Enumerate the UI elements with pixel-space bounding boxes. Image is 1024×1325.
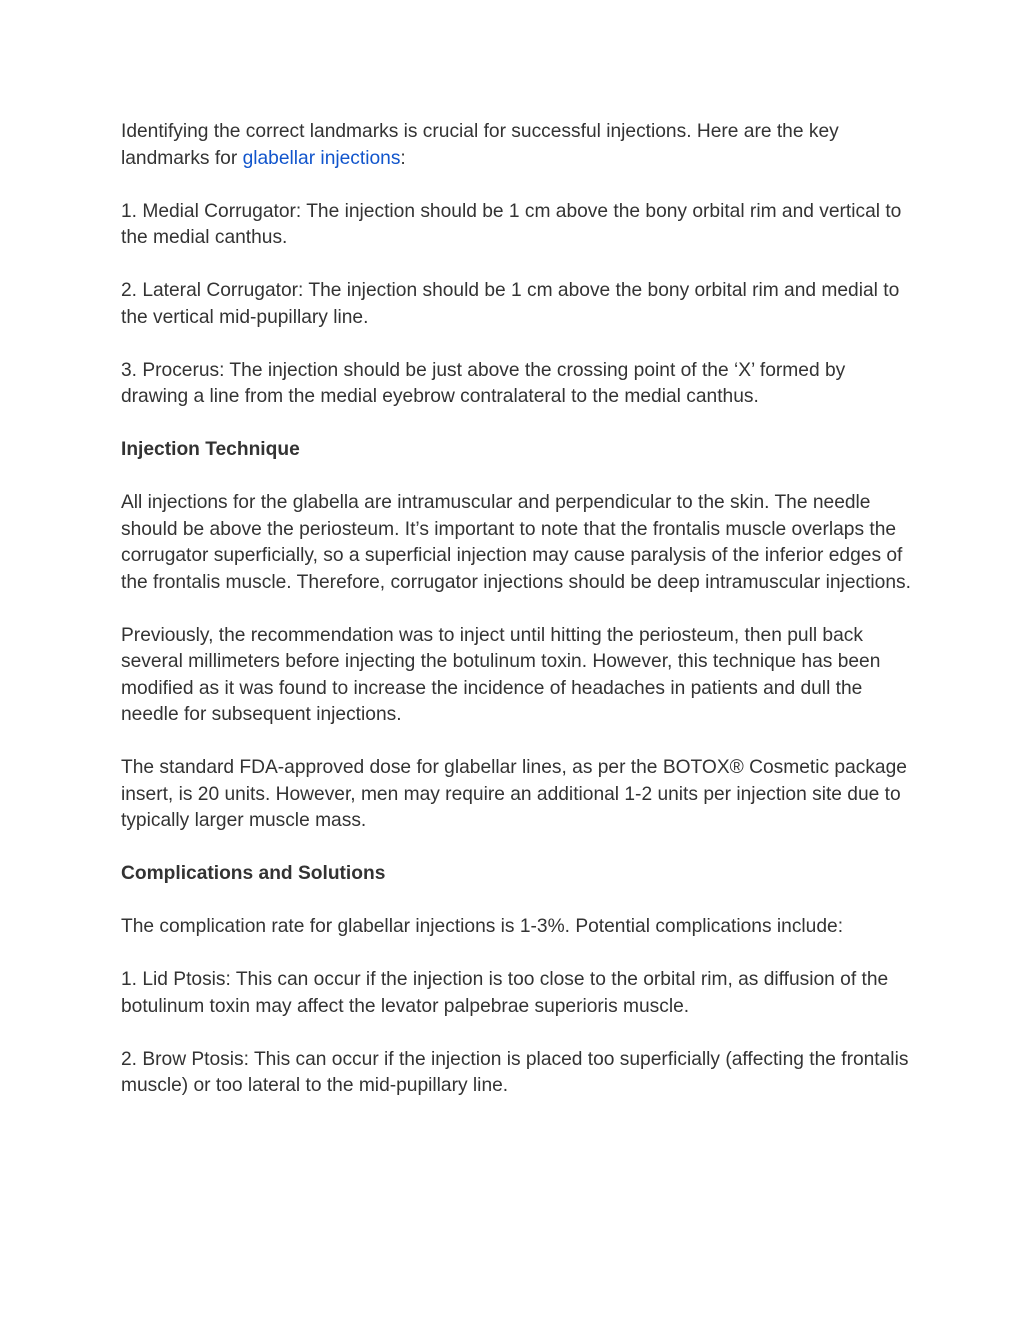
landmark-item: 2. Lateral Corrugator: The injection should be 1 cm above the bony orbital rim and medial to the vertical mid-pupillary line. (121, 280, 900, 328)
technique-paragraph: Previously, the recommendation was to inject until hitting the periosteum, then pull back several millimeters before injecting the botulinum toxin. However, this technique has been modified as it was found to increase the incidence of headaches in patients and dull the needle for subsequent injections. (121, 624, 881, 725)
intro-colon: : (400, 147, 406, 169)
complications-heading: Complications and Solutions (121, 863, 386, 884)
technique-paragraph: The standard FDA-approved dose for glabellar lines, as per the BOTOX® Cosmetic package insert, is 20 units. However, men may require an additional 1-2 units per injection site due to typically larger muscle mass. (121, 757, 907, 831)
landmark-item: 1. Medial Corrugator: The injection should be 1 cm above the bony orbital rim and vertical to the medial canthus. (121, 200, 902, 248)
technique-paragraph: All injections for the glabella are intramuscular and perpendicular to the skin. The needle should be above the periosteum. It’s important to note that the frontalis muscle overlaps the corrugator superficially, so a superficial injection may cause paralysis of the inferior edges of the frontalis muscle. Therefore, corrugator injections should be deep intramuscular injections. (121, 492, 911, 593)
glabellar-injections-link[interactable]: glabellar injections (242, 147, 401, 169)
document-body (121, 119, 911, 1126)
intro-paragraph (121, 119, 911, 172)
complications-intro: The complication rate for glabellar injections is 1-3%. Potential complications include: (121, 916, 844, 937)
injection-technique-heading: Injection Technique (121, 439, 300, 460)
complication-item: 2. Brow Ptosis: This can occur if the injection is placed too superficially (affecting the frontalis muscle) or too lateral to the mid-pupillary line. (121, 1048, 909, 1096)
intro-text: Identifying the correct landmarks is crucial for successful injections. Here are the key landmarks for (121, 121, 839, 169)
complication-item: 1. Lid Ptosis: This can occur if the injection is too close to the orbital rim, as diffusion of the botulinum toxin may affect the levator palpebrae superioris muscle. (121, 969, 889, 1017)
landmark-item: 3. Procerus: The injection should be just above the crossing point of the ‘X’ formed by drawing a line from the medial eyebrow contralateral to the medial canthus. (121, 359, 846, 407)
